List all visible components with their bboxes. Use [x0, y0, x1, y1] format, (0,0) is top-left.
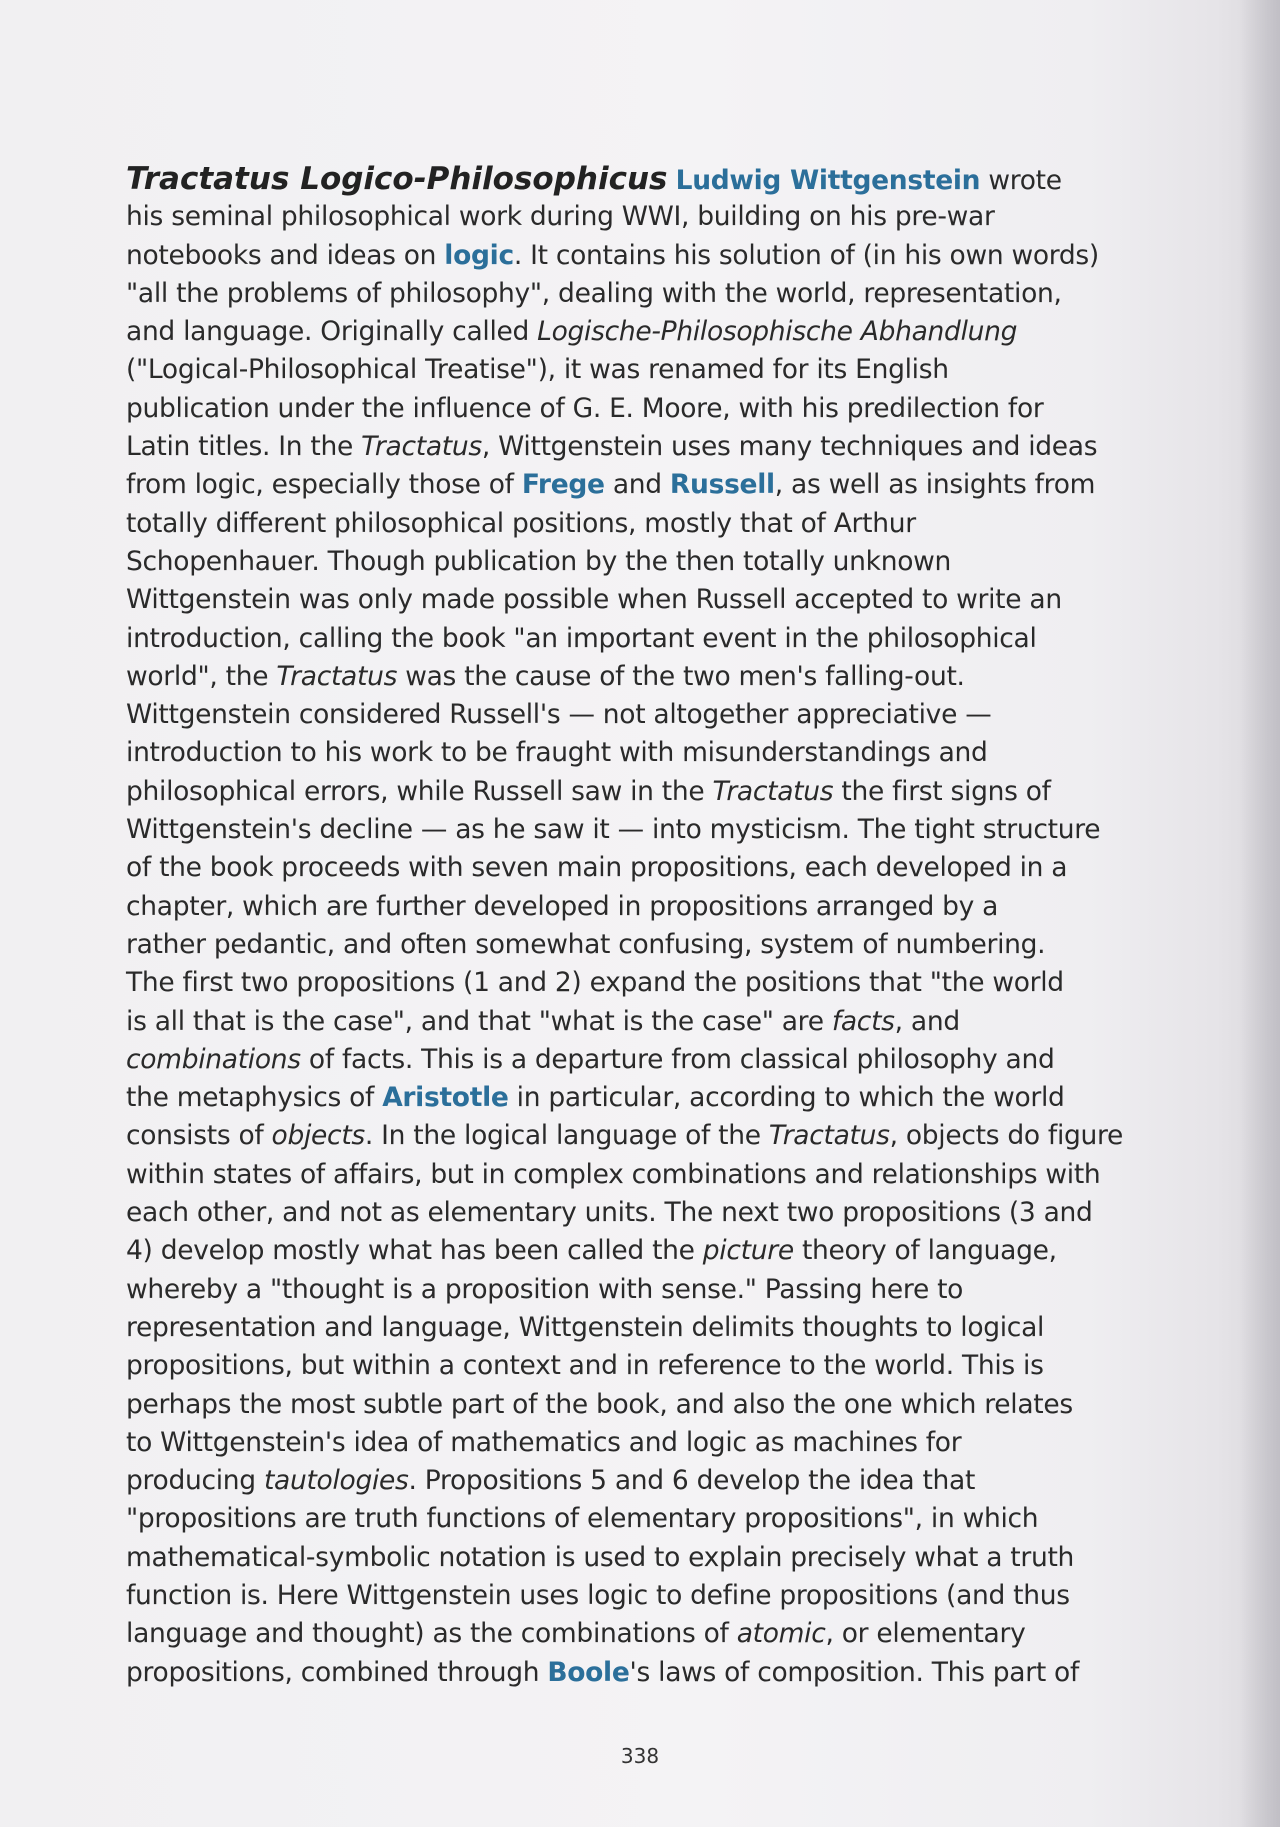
article-body [126, 160, 1138, 1700]
body-text: propositions, combined through [126, 1656, 548, 1688]
body-text: of the book proceeds with seven main propositions, each developed in a [126, 852, 1068, 884]
body-text: The first two propositions (1 and 2) expand the positions that "the world [126, 967, 1064, 999]
body-text: world", the [126, 660, 277, 692]
text-line [126, 543, 1138, 581]
body-text: ("Logical-Philosophical Treatise"), it was renamed for its English [126, 354, 949, 386]
text-line [126, 1654, 1138, 1692]
italic-term: objects [271, 1120, 365, 1152]
text-line [126, 466, 1138, 504]
text-line [126, 734, 1138, 772]
body-text: . Propositions 5 and 6 develop the idea that [408, 1465, 976, 1497]
text-line [126, 620, 1138, 658]
body-text: Schopenhauer. Though publication by the then totally unknown [126, 545, 951, 577]
body-text: within states of affairs, but in complex combinations and relationships with [126, 1158, 1101, 1190]
text-line [126, 1424, 1138, 1462]
body-text: . It contains his solution of (in his own words) [513, 239, 1099, 271]
body-text: perhaps the most subtle part of the book, and also the one which relates [126, 1388, 1073, 1420]
body-text: the first signs of [833, 775, 1051, 807]
text-line [126, 658, 1138, 696]
text-line [126, 198, 1138, 236]
italic-term: atomic [736, 1618, 826, 1650]
page-edge-shadow [1240, 0, 1280, 1827]
body-text: , as well as insights from [774, 469, 1096, 501]
body-text: producing [126, 1465, 264, 1497]
text-line [126, 811, 1138, 849]
text-line [126, 351, 1138, 389]
body-text: and language. Originally called [126, 316, 538, 348]
body-text: "propositions are truth functions of elementary propositions", in which [126, 1503, 1039, 1535]
body-text: , and [894, 1005, 960, 1037]
text-line [126, 1079, 1138, 1117]
body-text: , objects do figure [889, 1120, 1124, 1152]
text-line [126, 160, 1138, 198]
body-text: "all the problems of philosophy", dealing with the world, representation, [126, 277, 1062, 309]
body-text: is all that is the case", and that "what is the case" are [126, 1005, 832, 1037]
cross-reference-link[interactable]: Ludwig Wittgenstein [675, 165, 981, 196]
text-line [126, 1232, 1138, 1270]
text-line [126, 1539, 1138, 1577]
body-text: 4) develop mostly what has been called the [126, 1235, 703, 1267]
body-text: philosophical errors, while Russell saw in the [126, 775, 713, 807]
body-text: representation and language, Wittgenstein delimits thoughts to logical [126, 1311, 1045, 1343]
body-text: language and thought) as the combinations of [126, 1618, 737, 1650]
text-line [126, 1309, 1138, 1347]
body-text: Latin titles. In the [126, 431, 362, 463]
text-line [126, 1003, 1138, 1041]
text-line [126, 1615, 1138, 1653]
text-line [126, 1462, 1138, 1500]
text-line [126, 1500, 1138, 1538]
text-line [126, 275, 1138, 313]
body-text: in particular, according to which the world [508, 1082, 1065, 1114]
body-text: from logic, especially those of [126, 469, 522, 501]
cross-reference-link[interactable]: Aristotle [382, 1082, 509, 1114]
body-text: whereby a "thought is a proposition with sense." Passing here to [126, 1273, 964, 1305]
italic-term: combinations [126, 1043, 301, 1075]
text-line [126, 428, 1138, 466]
text-line [126, 237, 1138, 275]
body-text: chapter, which are further developed in propositions arranged by a [126, 890, 999, 922]
body-text: notebooks and ideas on [126, 239, 445, 271]
body-text: , Wittgenstein uses many techniques and ideas [481, 431, 1098, 463]
body-text: theory of language, [793, 1235, 1057, 1267]
body-text: introduction to his work to be fraught with misunderstandings and [126, 737, 988, 769]
text-line [126, 696, 1138, 734]
cross-reference-link[interactable]: logic [444, 239, 514, 271]
body-text: Wittgenstein's decline — as he saw it — into mysticism. The tight structure [126, 814, 1101, 846]
body-text: each other, and not as elementary units. The next two propositions (3 and [126, 1197, 1093, 1229]
text-line [126, 1577, 1138, 1615]
italic-term: Tractatus [712, 775, 834, 807]
body-text: to Wittgenstein's idea of mathematics and logic as machines for [126, 1426, 962, 1458]
cross-reference-link[interactable]: Frege [521, 469, 605, 501]
body-text: function is. Here Wittgenstein uses logic to define propositions (and thus [126, 1579, 1070, 1611]
text-line [126, 313, 1138, 351]
text-line [126, 505, 1138, 543]
text-line [126, 1271, 1138, 1309]
body-text: wrote [980, 165, 1062, 196]
text-line [126, 964, 1138, 1002]
italic-term: facts [831, 1005, 895, 1037]
text-line [126, 1347, 1138, 1385]
body-text: his seminal philosophical work during WWI, building on his pre-war [126, 201, 995, 233]
body-text [667, 165, 675, 196]
text-line [126, 888, 1138, 926]
italic-term: Tractatus [768, 1120, 890, 1152]
text-line [126, 926, 1138, 964]
body-text: totally different philosophical positions, mostly that of Arthur [126, 507, 916, 539]
text-line [126, 1117, 1138, 1155]
text-line [126, 773, 1138, 811]
text-line [126, 849, 1138, 887]
body-text: and [604, 469, 670, 501]
text-line [126, 390, 1138, 428]
cross-reference-link[interactable]: Boole [547, 1656, 630, 1688]
text-line [126, 1194, 1138, 1232]
cross-reference-link[interactable]: Russell [669, 469, 775, 501]
page-number: 338 [620, 1744, 660, 1768]
text-line [126, 1041, 1138, 1079]
body-text: Wittgenstein considered Russell's — not altogether appreciative — [126, 699, 992, 731]
body-text: propositions, but within a context and in reference to the world. This is [126, 1350, 1044, 1382]
text-line [126, 1386, 1138, 1424]
body-text: mathematical-symbolic notation is used to explain precisely what a truth [126, 1541, 1075, 1573]
article-title: Tractatus Logico-Philosophicus [126, 161, 668, 197]
body-text: . In the logical language of the [364, 1120, 769, 1152]
body-text: publication under the influence of G. E. Moore, with his predilection for [126, 392, 1044, 424]
body-text: Wittgenstein was only made possible when Russell accepted to write an [126, 584, 1062, 616]
body-text: 's laws of composition. This part of [629, 1656, 1079, 1688]
body-text: the metaphysics of [126, 1082, 383, 1114]
body-text: , or elementary [825, 1618, 1026, 1650]
body-text: rather pedantic, and often somewhat confusing, system of numbering. [126, 928, 1046, 960]
body-text: introduction, calling the book "an important event in the philosophical [126, 622, 1037, 654]
text-line [126, 1156, 1138, 1194]
body-text: of facts. This is a departure from classical philosophy and [300, 1043, 1055, 1075]
italic-term: picture [702, 1235, 794, 1267]
italic-term: Tractatus [276, 660, 398, 692]
body-text: consists of [126, 1120, 272, 1152]
body-text: was the cause of the two men's falling-out. [397, 660, 965, 692]
italic-term: tautologies [263, 1465, 409, 1497]
italic-term: Tractatus [361, 431, 482, 463]
italic-term: Logische-Philosophische Abhandlung [537, 316, 1018, 348]
text-line [126, 581, 1138, 619]
